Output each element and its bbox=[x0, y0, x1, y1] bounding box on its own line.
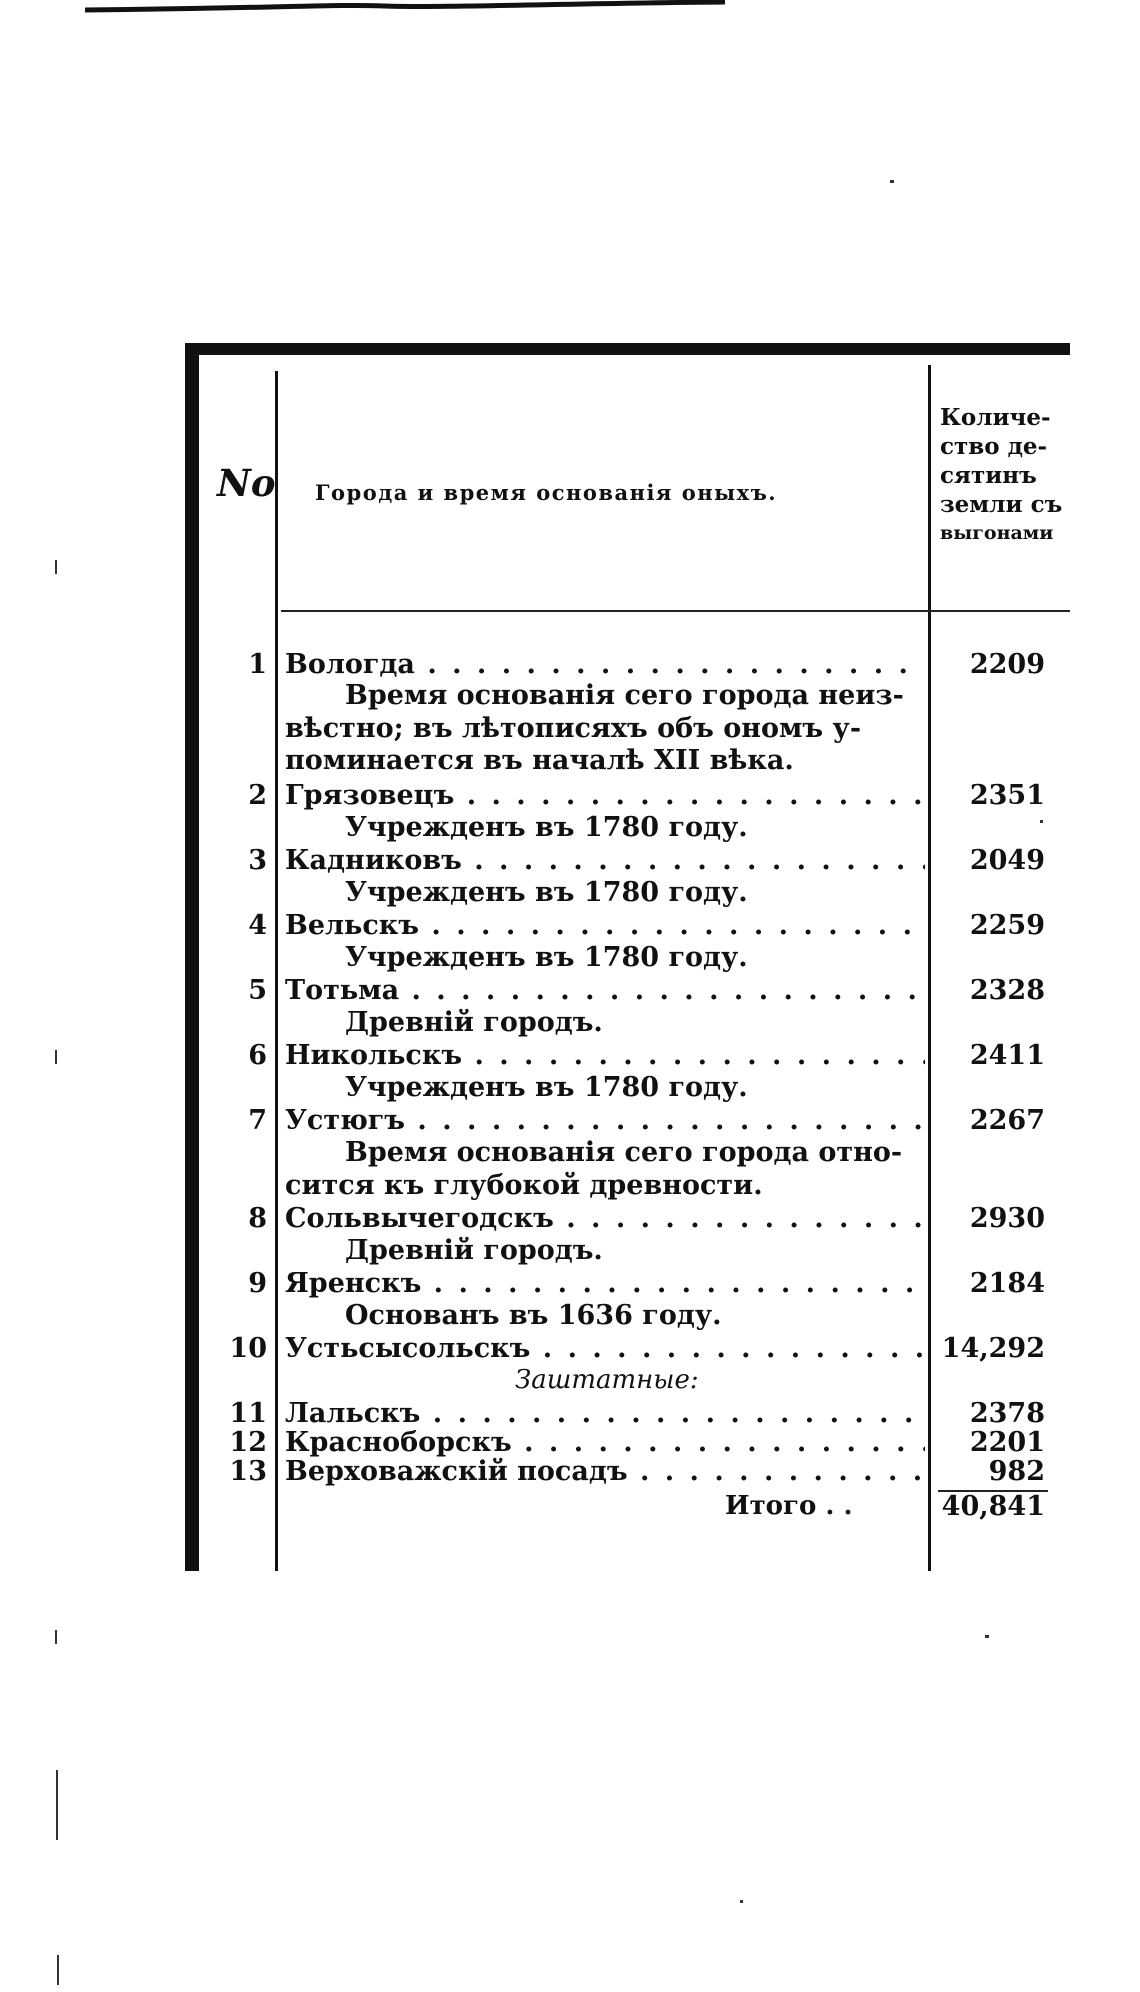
row-value: 2351 bbox=[969, 780, 1045, 811]
row-value: 2049 bbox=[969, 845, 1045, 876]
header-value-column: Количе- ство де- сятинъ земли съ выгонами bbox=[940, 404, 1063, 544]
scan-speck bbox=[55, 1630, 57, 1644]
row-number: 12 bbox=[229, 1427, 267, 1458]
total-label: Итого . . bbox=[725, 1491, 853, 1521]
row-value: 2378 bbox=[969, 1398, 1045, 1429]
town-name: Лальскъ . . . bbox=[285, 1398, 925, 1429]
scan-speck bbox=[1040, 820, 1043, 823]
row-value: 2267 bbox=[969, 1105, 1045, 1136]
row-value: 2411 bbox=[969, 1040, 1045, 1071]
row-value: 982 bbox=[988, 1456, 1045, 1487]
table bbox=[185, 343, 1070, 1571]
town-name: Сольвычегодскъ . . . bbox=[285, 1203, 925, 1234]
scan-speck bbox=[57, 1955, 59, 1985]
table-top-rule bbox=[185, 343, 1070, 355]
page-edge-mark bbox=[85, 0, 985, 16]
town-name: Устьсысольскъ . . . bbox=[285, 1333, 925, 1364]
row-note: Учрежденъ въ 1780 году. bbox=[345, 877, 748, 908]
town-name: Устюгъ . . . bbox=[285, 1105, 925, 1136]
row-number: 7 bbox=[248, 1105, 267, 1136]
row-note: Учрежденъ въ 1780 году. bbox=[345, 942, 748, 973]
header-rule bbox=[281, 610, 1070, 612]
row-number: 6 bbox=[248, 1040, 267, 1071]
town-name: Красноборскъ . . . bbox=[285, 1427, 925, 1458]
scan-speck bbox=[985, 1635, 989, 1638]
row-number: 2 bbox=[248, 780, 267, 811]
scan-speck bbox=[890, 180, 894, 183]
row-number: 5 bbox=[248, 975, 267, 1006]
header-title: Города и время основанія оныхъ. bbox=[315, 480, 778, 505]
total-value: 40,841 bbox=[941, 1491, 1045, 1522]
column-divider-number bbox=[275, 371, 278, 1571]
row-note: Основанъ въ 1636 году. bbox=[345, 1300, 722, 1331]
row-number: 9 bbox=[248, 1268, 267, 1299]
row-number: 10 bbox=[229, 1333, 267, 1364]
row-note: Древній городъ. bbox=[345, 1235, 603, 1266]
row-number: 1 bbox=[248, 649, 267, 680]
row-value: 2209 bbox=[969, 649, 1045, 680]
row-value: 2201 bbox=[969, 1427, 1045, 1458]
table-left-rule bbox=[185, 343, 199, 1571]
row-number: 13 bbox=[229, 1456, 267, 1487]
town-name: Кадниковъ . . . bbox=[285, 845, 925, 876]
row-value: 14,292 bbox=[941, 1333, 1045, 1364]
town-name: Грязовецъ . . . bbox=[285, 780, 925, 811]
town-name: Вельскъ . . . bbox=[285, 910, 925, 941]
row-note: Учрежденъ въ 1780 году. bbox=[345, 812, 748, 843]
row-number: 3 bbox=[248, 845, 267, 876]
column-divider-value bbox=[928, 365, 931, 1571]
row-value: 2930 bbox=[969, 1203, 1045, 1234]
row-number: 11 bbox=[229, 1398, 267, 1429]
town-name: Яренскъ . . . bbox=[285, 1268, 925, 1299]
scan-speck bbox=[56, 1770, 58, 1840]
subheading-supernumerary: Заштатные: bbox=[515, 1365, 699, 1395]
header-number: No bbox=[217, 461, 276, 505]
row-note: Время основанія сего города неиз- вѣстно; въ лѣтописяхъ объ ономъ у- поминается въ началѣ XII вѣка. bbox=[285, 680, 904, 776]
row-value: 2328 bbox=[969, 975, 1045, 1006]
town-name: Верховажскій посадъ . . . bbox=[285, 1456, 925, 1487]
scan-speck bbox=[55, 560, 57, 574]
row-value: 2259 bbox=[969, 910, 1045, 941]
row-note: Время основанія сего города отно- сится къ глубокой древности. bbox=[285, 1137, 903, 1201]
row-number: 8 bbox=[248, 1203, 267, 1234]
row-number: 4 bbox=[248, 910, 267, 941]
town-name: Вологда . . . bbox=[285, 649, 925, 680]
scan-speck bbox=[55, 1050, 57, 1064]
row-value: 2184 bbox=[969, 1268, 1045, 1299]
town-name: Никольскъ . . . bbox=[285, 1040, 925, 1071]
scan-speck bbox=[740, 1900, 743, 1903]
row-note: Древній городъ. bbox=[345, 1007, 603, 1038]
row-note: Учрежденъ въ 1780 году. bbox=[345, 1072, 748, 1103]
town-name: Тотьма . . . bbox=[285, 975, 925, 1006]
